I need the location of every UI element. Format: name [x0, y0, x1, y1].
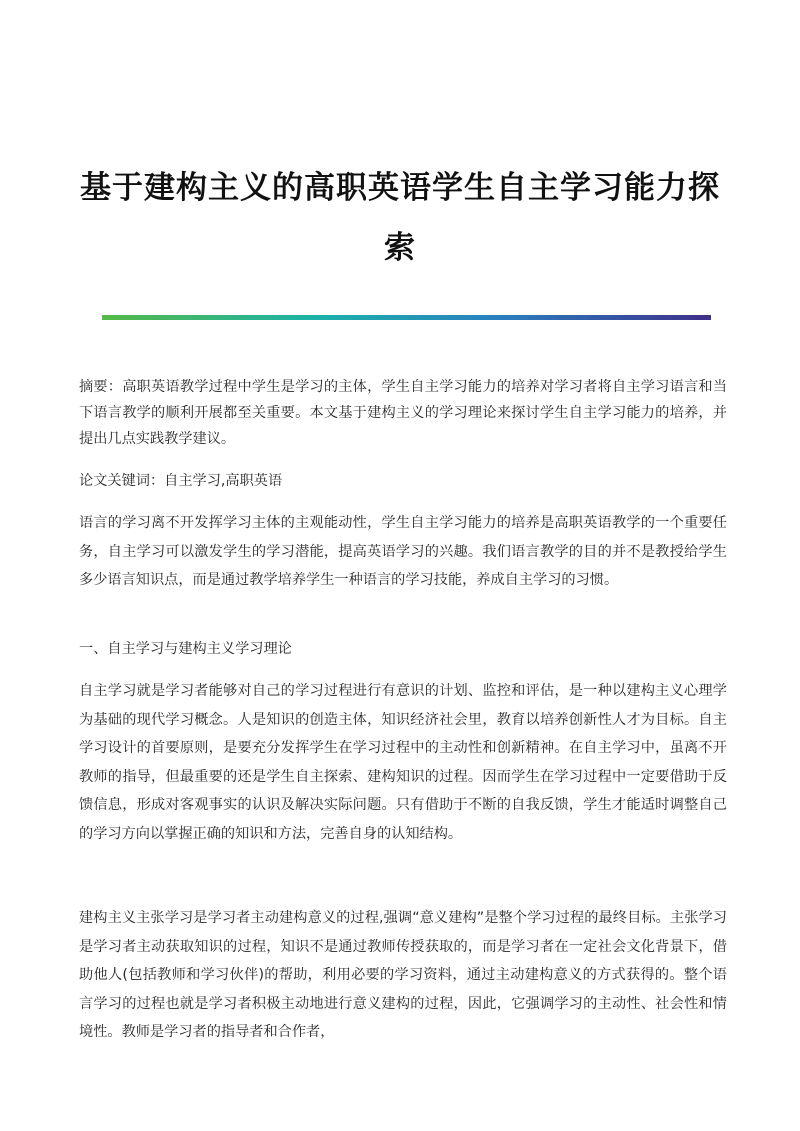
- title-divider: [102, 315, 711, 320]
- keywords-line: 论文关键词：自主学习,高职英语: [79, 473, 283, 489]
- paper-title: 基于建构主义的高职英语学生自主学习能力探索: [80, 170, 720, 266]
- body-paragraph: 建构主义主张学习是学习者主动建构意义的过程,强调“意义建构”是整个学习过程的最终目标。主张学习是学习者主动获取知识的过程，知识不是通过教师传授获取的，而是学习者在一定社会文化背景下，借助他人(包括教师和学习伙伴)的帮助，利用必要的学习资料，通过主动建构意义的方式获得的。整个语言学习的过程也就是学习者积极主动地进行意义建构的过程，因此，它强调学习的主动性、社会性和情境性。教师是学习者的指导者和合作者，: [79, 910, 727, 1040]
- intro-paragraph: 语言的学习离不开发挥学习主体的主观能动性，学生自主学习能力的培养是高职英语教学的一个重要任务，自主学习可以激发学生的学习潜能，提高英语学习的兴趣。我们语言教学的目的并不是教授给学生多少语言知识点，而是通过教学培养学生一种语言的学习技能，养成自主学习的习惯。: [79, 515, 727, 588]
- body-paragraph: 自主学习就是学习者能够对自己的学习过程进行有意识的计划、监控和评估，是一种以建构主义心理学为基础的现代学习概念。人是知识的创造主体，知识经济社会里，教育以培养创新性人才为目标。自主学习设计的首要原则，是要充分发挥学生在学习过程中的主动性和创新精神。在自主学习中，虽离不开教师的指导，但最重要的还是学生自主探索、建构知识的过程。因而学生在学习过程中一定要借助于反馈信息，形成对客观事实的认识及解决实际问题。只有借助于不断的自我反馈，学生才能适时调整自己的学习方向以掌握正确的知识和方法，完善自身的认知结构。: [79, 683, 727, 842]
- abstract-paragraph: 摘要：高职英语教学过程中学生是学习的主体，学生自主学习能力的培养对学习者将自主学习语言和当下语言教学的顺利开展都至关重要。本文基于建构主义的学习理论来探讨学生自主学习能力的培养，并提出几点实践教学建议。: [79, 379, 727, 447]
- section-heading: 一、自主学习与建构主义学习理论: [79, 641, 292, 657]
